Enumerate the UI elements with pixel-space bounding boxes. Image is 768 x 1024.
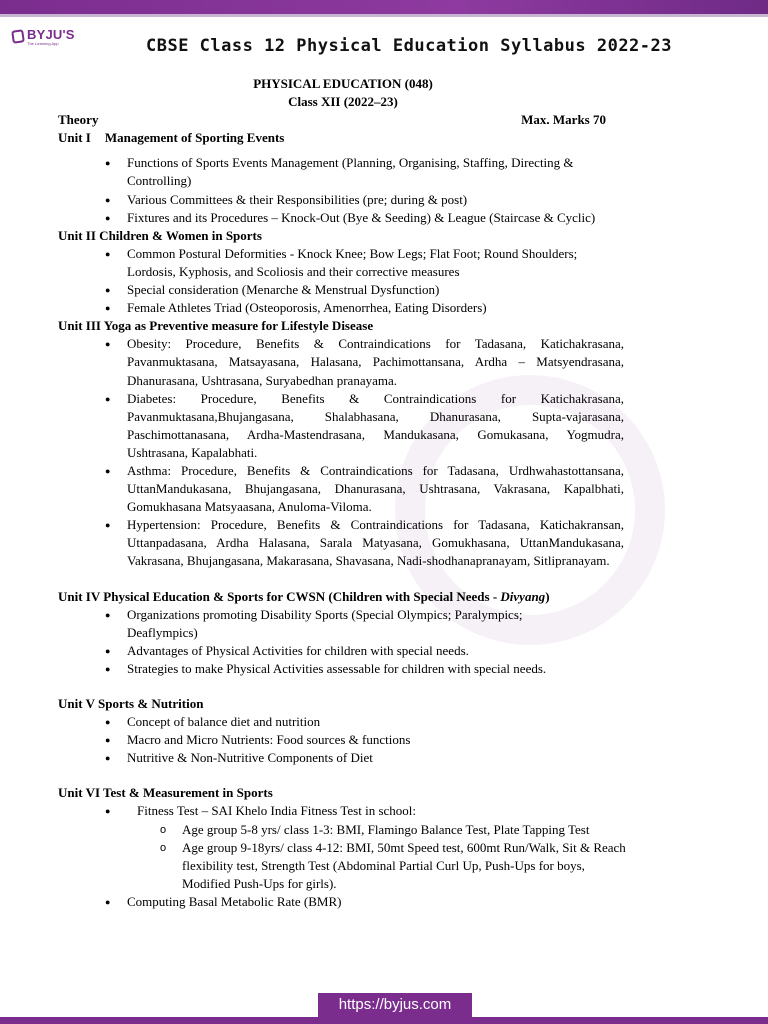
unit-6-list	[58, 802, 628, 911]
list-item: ● Various Committees & their Responsibilities (pre; during & post)	[127, 191, 628, 209]
list-item: ● Hypertension: Procedure, Benefits & Contraindications for Tadasana, Katichakransan, Uttanpadasana, Ardha Halasana, Sarala Matyasana, Gomukhasana, UttanMandukasana, Vakrasana, Bhujangasana, Makarasana, Shavasana, Nadi-shodhanapranayam, Sitlipranayam.	[127, 516, 628, 570]
list-item: ● Common Postural Deformities - Knock Knee; Bow Legs; Flat Foot; Round Shoulders; Lordosis, Kyphosis, and Scoliosis and their corrective measures	[127, 245, 628, 281]
top-stripe-shadow	[0, 14, 768, 17]
logo-name: BYJU'S	[27, 27, 75, 42]
theory-label: Theory	[58, 112, 99, 128]
unit-1-number: Unit I	[58, 130, 91, 146]
subject-heading: PHYSICAL EDUCATION (048)	[253, 76, 433, 91]
unit-5-title: Unit V Sports & Nutrition	[58, 696, 204, 711]
sub-list-item: o Age group 9-18yrs/ class 4-12: BMI, 50mt Speed test, 600mt Run/Walk, Sit & Reach flexibility test, Strength Test (Abdominal Partial Curl Up, Push-Ups for boys, Modified Push-Ups for girls).	[182, 839, 628, 893]
unit-4-title-emphasis: Divyang	[500, 588, 546, 604]
footer-bar	[0, 1017, 768, 1024]
list-item: ● Strategies to make Physical Activities assessable for children with special needs.	[127, 660, 628, 678]
top-banner	[0, 0, 768, 20]
list-item: ● Fixtures and its Procedures – Knock-Out (Bye & Seeding) & League (Staircase & Cyclic)	[127, 209, 628, 227]
footer-url-link[interactable]: https://byjus.com	[318, 993, 472, 1017]
fitness-sub-list	[137, 821, 628, 893]
unit-3-list	[58, 335, 628, 570]
list-item: ● Functions of Sports Events Management (Planning, Organising, Staffing, Directing & Controlling)	[127, 154, 628, 190]
unit-4-title-text: Unit IV Physical Education & Sports for CWSN (Children with Special Needs -	[58, 588, 501, 604]
unit-1-name: Management of Sporting Events	[104, 130, 285, 146]
unit-4-title-end: )	[545, 588, 550, 604]
list-item: ● Concept of balance diet and nutrition	[127, 713, 628, 731]
class-heading: Class XII (2022–23)	[288, 94, 398, 110]
syllabus-document	[58, 75, 628, 911]
list-item: ● Organizations promoting Disability Sports (Special Olympics; Paralympics; Deaflympics)	[127, 606, 628, 642]
unit-6-title: Unit VI Test & Measurement in Sports	[58, 785, 273, 801]
theory-row	[58, 111, 606, 129]
sub-list-item: o Age group 5-8 yrs/ class 1-3: BMI, Flamingo Balance Test, Plate Tapping Test	[182, 821, 628, 839]
list-item: ● Asthma: Procedure, Benefits & Contraindications for Tadasana, Urdhwahastottansana, UttanMandukasana, Bhujangasana, Dhanurasana, Ushtrasana, Vakrasana, Kapalbhati, Gomukhasana Matsyaasana, Anuloma-Viloma.	[127, 462, 628, 516]
list-item: ● Macro and Micro Nutrients: Food sources & functions	[127, 731, 628, 749]
unit-2-title: Unit II Children & Women in Sports	[58, 227, 262, 243]
list-item: ● Diabetes: Procedure, Benefits & Contraindications for Katichakrasana, Pavanmuktasana,Bhujangasana, Shalabhasana, Dhanurasana, Supta-vajarasana, Paschimottanasana, Ardha-Mastendrasana, Mandukasana, Gomukasana, Yogmudra, Ushtrasana, Kapalabhati.	[127, 390, 628, 462]
max-marks: Max. Marks 70	[521, 112, 606, 128]
unit-4-list	[58, 606, 628, 678]
list-item: ● Special consideration (Menarche & Menstrual Dysfunction)	[127, 281, 628, 299]
list-item: ● Nutritive & Non-Nutritive Components of Diet	[127, 749, 628, 767]
list-item: ● Computing Basal Metabolic Rate (BMR)	[127, 893, 628, 911]
list-item	[127, 802, 628, 892]
page-title: CBSE Class 12 Physical Education Syllabus 2022-23	[145, 36, 672, 56]
unit-4-title	[58, 588, 628, 606]
logo-tagline: The Learning App	[27, 41, 59, 46]
unit-3-title: Unit III Yoga as Preventive measure for Lifestyle Disease	[58, 318, 374, 334]
unit-1-title	[58, 129, 628, 147]
unit-2-list	[58, 245, 628, 317]
list-item: ● Obesity: Procedure, Benefits & Contraindications for Tadasana, Katichakrasana, Pavanmuktasana, Matsayasana, Halasana, Pachimottansana, Ardha – Matsyendrasana, Dhanurasana, Ushtrasana, Suryabedhan pranayama.	[127, 335, 628, 389]
list-item: ● Female Athletes Triad (Osteoporosis, Amenorrhea, Eating Disorders)	[127, 299, 628, 317]
list-item: ● Advantages of Physical Activities for children with special needs.	[127, 642, 628, 660]
fitness-test-text: Fitness Test – SAI Khelo India Fitness Test in school:	[137, 803, 417, 819]
top-stripe	[0, 0, 768, 14]
unit-1-list	[58, 154, 628, 226]
unit-5-list	[58, 713, 628, 767]
